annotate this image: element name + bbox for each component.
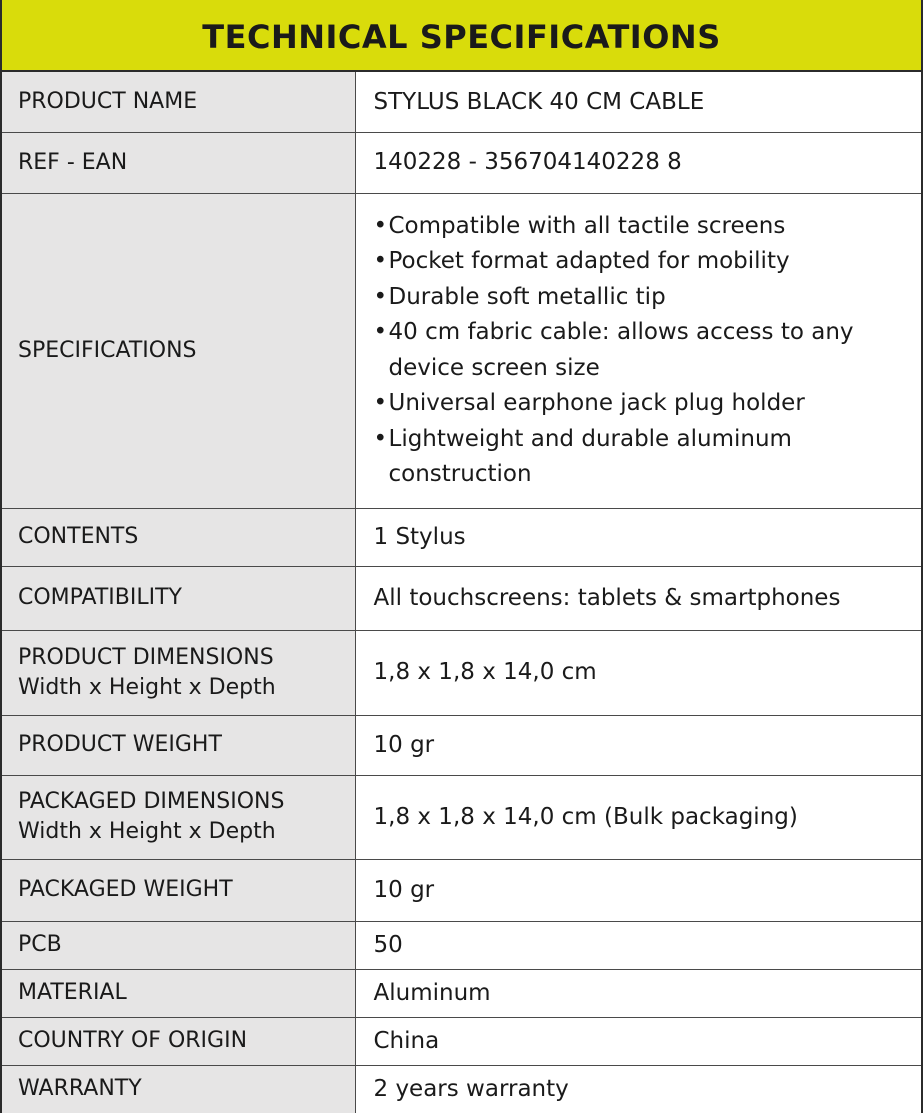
spec-table <box>2 72 921 1113</box>
row-label <box>2 193 355 508</box>
label-text: COUNTRY OF ORIGIN <box>18 1028 248 1054</box>
row-value <box>355 921 921 969</box>
row-value <box>355 715 921 775</box>
value-text: STYLUS BLACK 40 CM CABLE <box>373 88 705 115</box>
row-label <box>2 630 355 715</box>
row-value <box>355 969 921 1017</box>
value-text: 1,8 x 1,8 x 14,0 cm <box>373 659 597 686</box>
row-value <box>355 1017 921 1065</box>
label-text: WARRANTY <box>18 1076 142 1102</box>
label-text: PRODUCT NAME <box>18 88 198 114</box>
label-text: PACKAGED WEIGHT <box>18 877 233 903</box>
row-value <box>355 630 921 715</box>
table-row-warranty <box>2 1065 921 1113</box>
row-label <box>2 566 355 630</box>
table-row-country-of-origin <box>2 1017 921 1065</box>
row-value <box>355 132 921 193</box>
table-row-product-name <box>2 72 921 132</box>
row-label <box>2 921 355 969</box>
page-title: TECHNICAL SPECIFICATIONS <box>202 18 721 56</box>
value-text: 1,8 x 1,8 x 14,0 cm (Bulk packaging) <box>373 803 798 830</box>
label-text: COMPATIBILITY <box>18 585 182 611</box>
row-label <box>2 775 355 859</box>
label-text: REF - EAN <box>18 149 128 175</box>
table-row-packaged-weight <box>2 859 921 921</box>
value-text: 50 <box>373 931 403 958</box>
row-value <box>355 859 921 921</box>
table-row-contents <box>2 508 921 566</box>
label-subtext: Width x Height x Depth <box>18 674 276 700</box>
value-text: 2 years warranty <box>373 1076 569 1102</box>
row-value <box>355 508 921 566</box>
list-item: • Lightweight and durable aluminum construction <box>374 422 922 493</box>
table-row-ref-ean <box>2 132 921 193</box>
row-label <box>2 1017 355 1065</box>
table-row-compatibility <box>2 566 921 630</box>
title-bar <box>2 0 921 72</box>
spec-bullet-list <box>374 209 922 493</box>
label-text: PCB <box>18 932 62 958</box>
row-value <box>355 72 921 132</box>
label-text: PACKAGED DIMENSIONS <box>18 789 285 815</box>
value-text: 10 gr <box>373 876 435 903</box>
row-label <box>2 72 355 132</box>
list-item: • Pocket format adapted for mobility <box>374 244 922 280</box>
table-row-pcb <box>2 921 921 969</box>
row-value <box>355 193 921 508</box>
value-text: China <box>373 1027 440 1054</box>
row-label <box>2 715 355 775</box>
value-text: 10 gr <box>373 731 435 758</box>
table-row-product-weight <box>2 715 921 775</box>
row-label <box>2 859 355 921</box>
table-row-material <box>2 969 921 1017</box>
list-item: • Compatible with all tactile screens <box>374 209 922 245</box>
row-label <box>2 132 355 193</box>
value-text: Aluminum <box>373 979 491 1006</box>
list-item: • Durable soft metallic tip <box>374 280 922 316</box>
row-label <box>2 1065 355 1113</box>
row-label <box>2 508 355 566</box>
label-text: CONTENTS <box>18 524 139 550</box>
row-value <box>355 566 921 630</box>
row-value <box>355 1065 921 1113</box>
list-item: • Universal earphone jack plug holder <box>374 386 922 422</box>
value-text: 1 Stylus <box>373 523 466 550</box>
label-text: SPECIFICATIONS <box>18 337 197 363</box>
row-value <box>355 775 921 859</box>
table-row-specifications <box>2 193 921 508</box>
list-item: • 40 cm fabric cable: allows access to any device screen size <box>374 315 922 386</box>
value-text: 140228 - 356704140228 8 <box>373 149 682 176</box>
table-row-product-dimensions <box>2 630 921 715</box>
label-subtext: Width x Height x Depth <box>18 819 276 844</box>
label-text: PRODUCT DIMENSIONS <box>18 644 274 670</box>
value-text: All touchscreens: tablets & smartphones <box>373 584 841 611</box>
table-row-packaged-dimensions <box>2 775 921 859</box>
label-text: MATERIAL <box>18 980 127 1006</box>
row-label <box>2 969 355 1017</box>
label-text: PRODUCT WEIGHT <box>18 732 222 758</box>
